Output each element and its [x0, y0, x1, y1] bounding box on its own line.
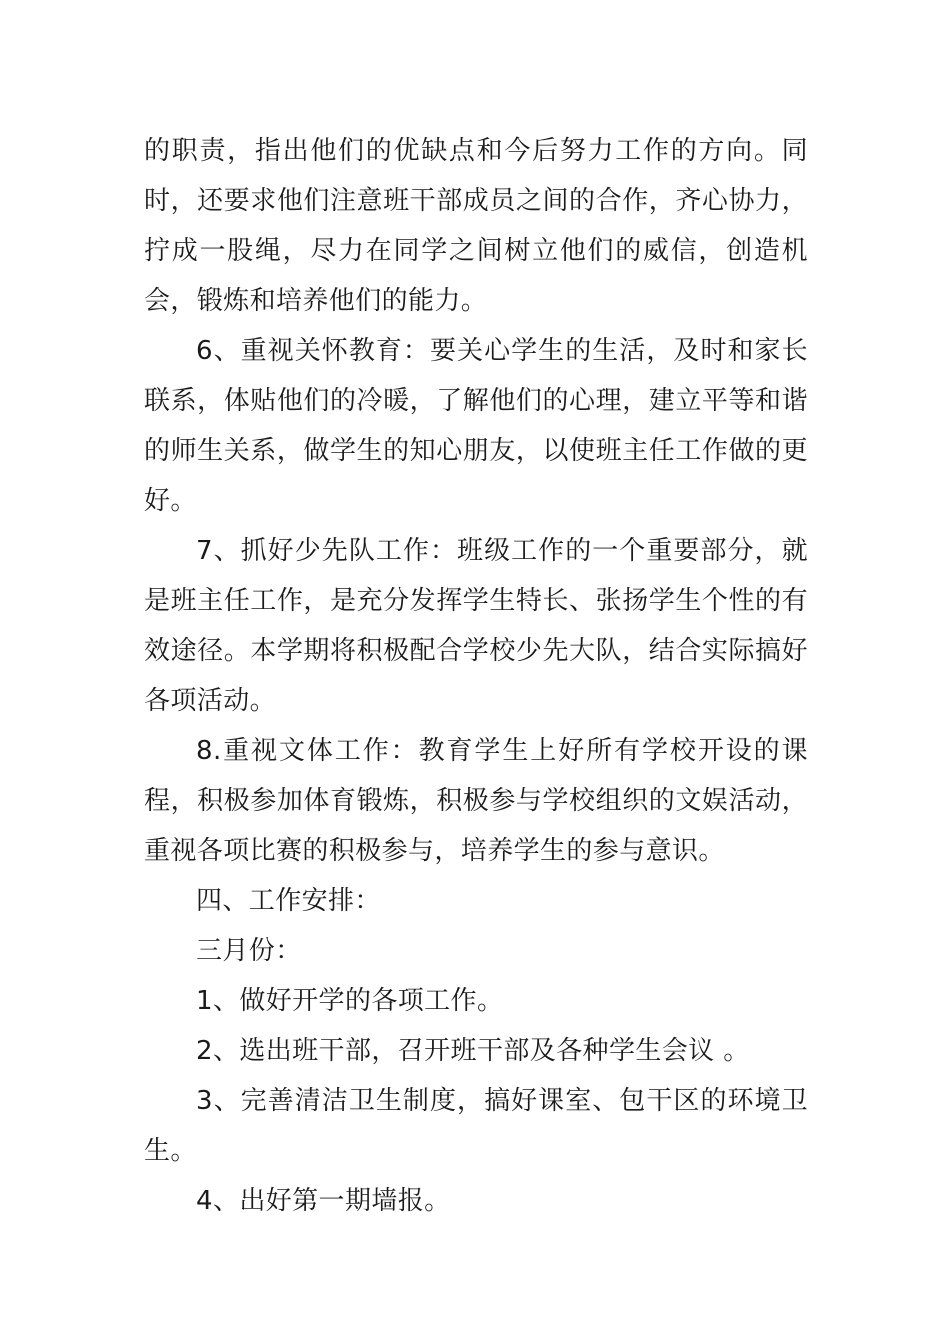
paragraph-continuation-duties: 的职责，指出他们的优缺点和今后努力工作的方向。同时，还要求他们注意班干部成员之间的合作，齐心协力，拧成一股绳，尽力在同学之间树立他们的威信，创造机会，锻炼和培养他们的能力。	[144, 136, 808, 316]
list-item: 4、出好第一期墙报。	[196, 1186, 451, 1216]
list-item: 3、完善清洁卫生制度，搞好课室、包干区的环境卫生。	[144, 1086, 808, 1166]
document-body	[144, 126, 808, 1226]
list-item: 1、做好开学的各项工作。	[196, 986, 504, 1016]
subheading-march: 三月份：	[196, 936, 302, 966]
paragraph-item-8-sports-culture: 8.重视文体工作：教育学生上好所有学校开设的课程，积极参加体育锻炼，积极参与学校组织的文娱活动，重视各项比赛的积极参与，培养学生的参与意识。	[144, 736, 808, 866]
paragraph-item-7-young-pioneers: 7、抓好少先队工作：班级工作的一个重要部分，就是班主任工作，是充分发挥学生特长、张扬学生个性的有效途径。本学期将积极配合学校少先大队，结合实际搞好各项活动。	[144, 536, 808, 716]
list-item: 2、选出班干部，召开班干部及各种学生会议 。	[196, 1036, 750, 1066]
section-heading-work-arrangement: 四、工作安排：	[196, 886, 381, 916]
paragraph-item-6-care-education: 6、重视关怀教育：要关心学生的生活，及时和家长联系，体贴他们的冷暖，了解他们的心理，建立平等和谐的师生关系，做学生的知心朋友，以使班主任工作做的更好。	[144, 336, 808, 516]
